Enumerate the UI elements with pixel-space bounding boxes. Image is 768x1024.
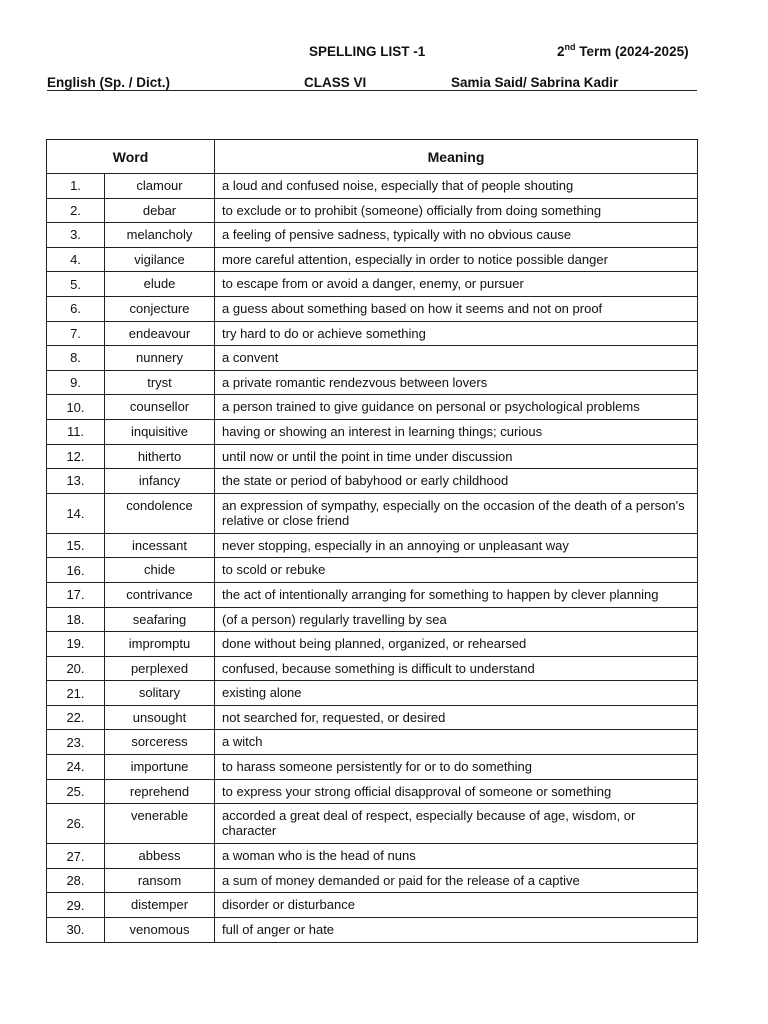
row-number: 6. <box>47 296 105 321</box>
table-row <box>47 868 698 893</box>
row-meaning: a person trained to give guidance on personal or psychological problems <box>215 395 698 420</box>
row-word: elude <box>105 272 215 297</box>
table-row <box>47 174 698 199</box>
teachers-label: Samia Said/ Sabrina Kadir <box>451 75 619 90</box>
row-meaning: a private romantic rendezvous between lovers <box>215 370 698 395</box>
row-word: counsellor <box>105 395 215 420</box>
row-word: infancy <box>105 469 215 494</box>
row-meaning: an expression of sympathy, especially on the occasion of the death of a person's relative or close friend <box>215 493 698 533</box>
row-meaning: to exclude or to prohibit (someone) officially from doing something <box>215 198 698 223</box>
row-meaning: until now or until the point in time under discussion <box>215 444 698 469</box>
row-meaning: (of a person) regularly travelling by sea <box>215 607 698 632</box>
row-meaning: having or showing an interest in learning things; curious <box>215 419 698 444</box>
row-meaning: more careful attention, especially in order to notice possible danger <box>215 247 698 272</box>
row-number: 13. <box>47 469 105 494</box>
row-meaning: a witch <box>215 730 698 755</box>
table-row <box>47 632 698 657</box>
table-row <box>47 844 698 869</box>
row-number: 16. <box>47 558 105 583</box>
row-word: nunnery <box>105 346 215 371</box>
row-number: 8. <box>47 346 105 371</box>
row-meaning: existing alone <box>215 681 698 706</box>
row-word: abbess <box>105 844 215 869</box>
row-word: sorceress <box>105 730 215 755</box>
row-meaning: to scold or rebuke <box>215 558 698 583</box>
row-word: endeavour <box>105 321 215 346</box>
term-rest: Term (2024-2025) <box>575 44 689 59</box>
row-word: clamour <box>105 174 215 199</box>
row-word: melancholy <box>105 223 215 248</box>
row-meaning: confused, because something is difficult to understand <box>215 656 698 681</box>
row-word: reprehend <box>105 779 215 804</box>
row-number: 22. <box>47 705 105 730</box>
row-number: 5. <box>47 272 105 297</box>
row-meaning: full of anger or hate <box>215 918 698 943</box>
row-meaning: the act of intentionally arranging for something to happen by clever planning <box>215 582 698 607</box>
table-row <box>47 444 698 469</box>
row-word: distemper <box>105 893 215 918</box>
row-number: 11. <box>47 419 105 444</box>
table-row <box>47 893 698 918</box>
row-meaning: accorded a great deal of respect, especially because of age, wisdom, or character <box>215 804 698 844</box>
table-row <box>47 493 698 533</box>
table-row <box>47 730 698 755</box>
table-header-row <box>47 140 698 174</box>
row-number: 12. <box>47 444 105 469</box>
row-word: venomous <box>105 918 215 943</box>
row-word: solitary <box>105 681 215 706</box>
row-number: 15. <box>47 533 105 558</box>
table-row <box>47 247 698 272</box>
table-row <box>47 223 698 248</box>
word-column-header: Word <box>47 140 215 174</box>
table-row <box>47 198 698 223</box>
row-word: chide <box>105 558 215 583</box>
table-row <box>47 533 698 558</box>
row-word: conjecture <box>105 296 215 321</box>
table-row <box>47 469 698 494</box>
row-number: 18. <box>47 607 105 632</box>
class-label: CLASS VI <box>304 75 367 90</box>
row-meaning: a woman who is the head of nuns <box>215 844 698 869</box>
row-meaning: to escape from or avoid a danger, enemy, or pursuer <box>215 272 698 297</box>
row-word: unsought <box>105 705 215 730</box>
table-row <box>47 607 698 632</box>
row-word: hitherto <box>105 444 215 469</box>
table-row <box>47 321 698 346</box>
row-number: 27. <box>47 844 105 869</box>
row-number: 20. <box>47 656 105 681</box>
row-number: 3. <box>47 223 105 248</box>
row-word: vigilance <box>105 247 215 272</box>
row-word: inquisitive <box>105 419 215 444</box>
table-row <box>47 705 698 730</box>
row-word: condolence <box>105 493 215 533</box>
table-row <box>47 370 698 395</box>
row-number: 25. <box>47 779 105 804</box>
row-number: 26. <box>47 804 105 844</box>
table-row <box>47 582 698 607</box>
header-underline <box>47 90 697 91</box>
row-number: 2. <box>47 198 105 223</box>
row-number: 4. <box>47 247 105 272</box>
row-word: perplexed <box>105 656 215 681</box>
row-number: 14. <box>47 493 105 533</box>
row-number: 1. <box>47 174 105 199</box>
row-meaning: not searched for, requested, or desired <box>215 705 698 730</box>
row-number: 10. <box>47 395 105 420</box>
term-ordinal: 2 <box>557 44 565 59</box>
table-row <box>47 779 698 804</box>
row-word: contrivance <box>105 582 215 607</box>
row-meaning: to harass someone persistently for or to do something <box>215 755 698 780</box>
spelling-table <box>46 139 698 943</box>
table-row <box>47 558 698 583</box>
row-word: incessant <box>105 533 215 558</box>
page-title: SPELLING LIST -1 <box>309 44 426 59</box>
row-number: 23. <box>47 730 105 755</box>
table-row <box>47 804 698 844</box>
row-meaning: a feeling of pensive sadness, typically with no obvious cause <box>215 223 698 248</box>
row-number: 21. <box>47 681 105 706</box>
table-row <box>47 656 698 681</box>
table-row <box>47 296 698 321</box>
row-meaning: try hard to do or achieve something <box>215 321 698 346</box>
row-meaning: a sum of money demanded or paid for the release of a captive <box>215 868 698 893</box>
row-number: 17. <box>47 582 105 607</box>
table-body <box>47 174 698 943</box>
table-row <box>47 918 698 943</box>
row-number: 7. <box>47 321 105 346</box>
row-meaning: a loud and confused noise, especially that of people shouting <box>215 174 698 199</box>
row-word: importune <box>105 755 215 780</box>
table-row <box>47 419 698 444</box>
row-meaning: to express your strong official disapproval of someone or something <box>215 779 698 804</box>
table-row <box>47 272 698 297</box>
row-meaning: done without being planned, organized, or rehearsed <box>215 632 698 657</box>
row-number: 19. <box>47 632 105 657</box>
table-row <box>47 681 698 706</box>
row-number: 30. <box>47 918 105 943</box>
row-word: ransom <box>105 868 215 893</box>
subject-label: English (Sp. / Dict.) <box>47 75 171 90</box>
row-number: 24. <box>47 755 105 780</box>
row-word: seafaring <box>105 607 215 632</box>
table-row <box>47 755 698 780</box>
term-label <box>557 44 689 59</box>
term-suffix: nd <box>564 42 576 52</box>
row-meaning: the state or period of babyhood or early childhood <box>215 469 698 494</box>
row-meaning: disorder or disturbance <box>215 893 698 918</box>
row-number: 28. <box>47 868 105 893</box>
table-row <box>47 395 698 420</box>
table-row <box>47 346 698 371</box>
meaning-column-header: Meaning <box>215 140 698 174</box>
row-meaning: a convent <box>215 346 698 371</box>
row-number: 29. <box>47 893 105 918</box>
row-meaning: never stopping, especially in an annoying or unpleasant way <box>215 533 698 558</box>
row-word: debar <box>105 198 215 223</box>
row-word: impromptu <box>105 632 215 657</box>
row-number: 9. <box>47 370 105 395</box>
row-meaning: a guess about something based on how it seems and not on proof <box>215 296 698 321</box>
row-word: venerable <box>105 804 215 844</box>
row-word: tryst <box>105 370 215 395</box>
